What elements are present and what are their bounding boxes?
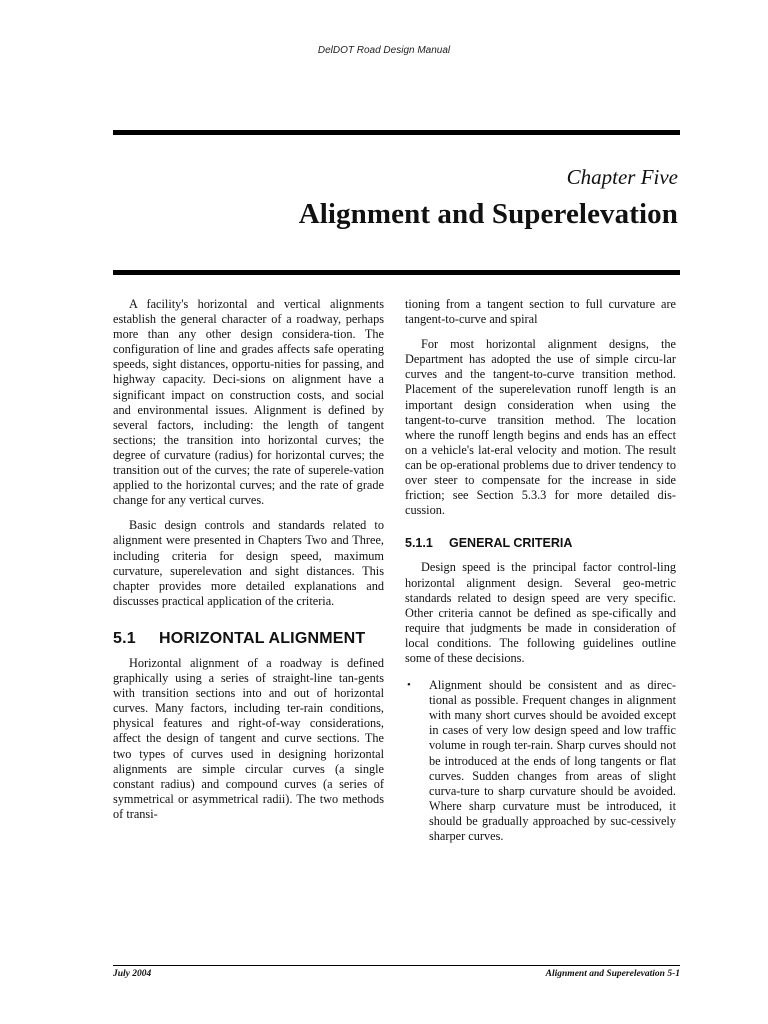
chapter-label: Chapter Five [566,165,678,189]
intro-paragraph: A facility's horizontal and vertical alignments establish the general character of a roadway, perhaps more than any other design considera-tion. The configuration of line and grades affects safe operating speeds, sight distances, opportu-nities for passing, and highway capacity. Deci-sions on alignment have a significant impact on construction costs, and social and environmental issues. Alignment is defined by several factors, including: the length of tangent sections; the transition into horizontal curves; the degree of curvature (radius) for horizontal curves; the transition out of the curves; the rate of superele-vation applied to the horizontal curves; and the rate of grade change for any vertical curves. [113,297,384,508]
footer-date: July 2004 [113,969,152,979]
section-heading [113,631,384,646]
footer-rule [113,965,680,966]
chapter-top-rule [113,130,680,135]
guideline-bullet [405,678,676,844]
section-title: HORIZONTAL ALIGNMENT [159,629,366,647]
continued-paragraph: tioning from a tangent section to full curvature are tangent-to-curve and spiral [405,297,676,327]
chapter-bottom-rule [113,270,680,275]
footer-page-label: Alignment and Superelevation 5-1 [545,969,680,979]
subsection-title: GENERAL CRITERIA [449,536,573,551]
chapter-title: Alignment and Superelevation [298,198,678,230]
subsection-number: 5.1.1 [405,536,433,551]
section-number: 5.1 [113,629,136,647]
department-paragraph: For most horizontal alignment designs, the Department has adopted the use of simple circu-lar curves and the tangent-to-curve transition method. Placement of the superelevation runoff length is an important design consideration when using the tangent-to-curve transition method. The location where the runoff length begins and ends has an effect on a vehicle's lat-eral velocity and motion. The result can be op-erational problems due to driver tendency to over steer to compensate for the increase in side friction; see Section 5.3.3 for more detailed dis-cussion. [405,337,676,518]
right-column [405,297,676,844]
running-header: DelDOT Road Design Manual [317,45,451,56]
guideline-text: Alignment should be consistent and as direc-tional as possible. Frequent changes in alignment with many short curves should be avoided except in cases of very low design speed and low traffic volume in rough ter-rain. Sharp curves should not be introduced at the ends of long tangents or flat curves. Sudden changes from areas of slight curva-ture to sharp curvature should be avoided. Where sharp curvature must be introduced, it should be gradually approached by suc-cessively sharper curves. [429,678,676,843]
left-column [113,297,384,832]
horizontal-alignment-paragraph: Horizontal alignment of a roadway is defined graphically using a series of straight-line tan-gents with transition sections into and out of horizontal curves. Many factors, including ter-rain conditions, physical features and right-of-way considerations, affect the design of tangent and curve sections. The two types of curves used in designing horizontal alignments are simple circular curves (a single constant radius) and compound curves (a series of symmetrical or asymmetrical radii). The two methods of transi- [113,655,384,821]
subsection-heading [405,536,676,551]
design-controls-paragraph: Basic design controls and standards related to alignment were presented in Chapters Two and Three, including criteria for design speed, maximum curvature, superelevation and sight distances. This chapter provides more detailed explanations and discusses practical application of the criteria. [113,518,384,608]
design-speed-paragraph: Design speed is the principal factor control-ling horizontal alignment design. Several geo-metric standards related to design speed are very specific. Other criteria cannot be defined as spe-cifically and require that judgments be made in consideration of local conditions. The following guidelines outline some of these decisions. [405,560,676,665]
bullet-icon: • [407,679,411,692]
